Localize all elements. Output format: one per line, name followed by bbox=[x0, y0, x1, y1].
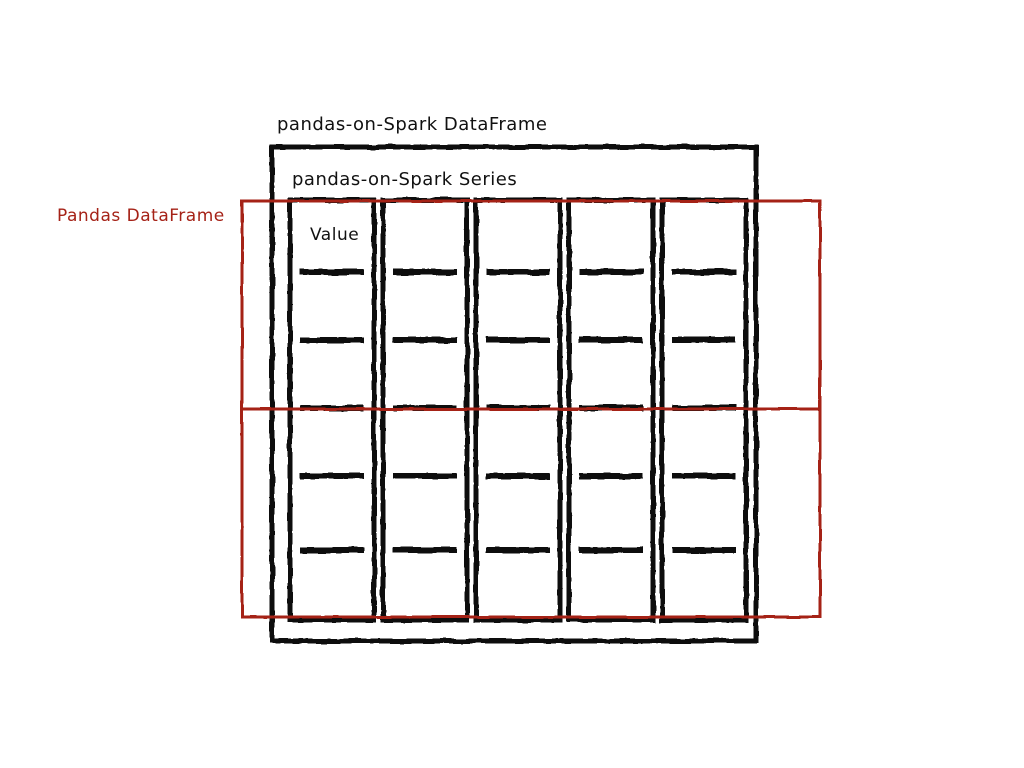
pandas-on-spark-dataframe-frame bbox=[272, 147, 756, 641]
pandas-on-spark-series-label: pandas-on-Spark Series bbox=[292, 169, 518, 190]
pandas-dataframe-label: Pandas DataFrame bbox=[57, 206, 225, 226]
value-cell-label: Value bbox=[310, 225, 360, 245]
pandas-on-spark-dataframe-label: pandas-on-Spark DataFrame bbox=[277, 114, 548, 135]
pandas-dataframe-frames bbox=[242, 201, 820, 617]
row-dividers-group bbox=[300, 272, 736, 550]
pandas-dataframe-frame-bottom bbox=[242, 409, 820, 617]
